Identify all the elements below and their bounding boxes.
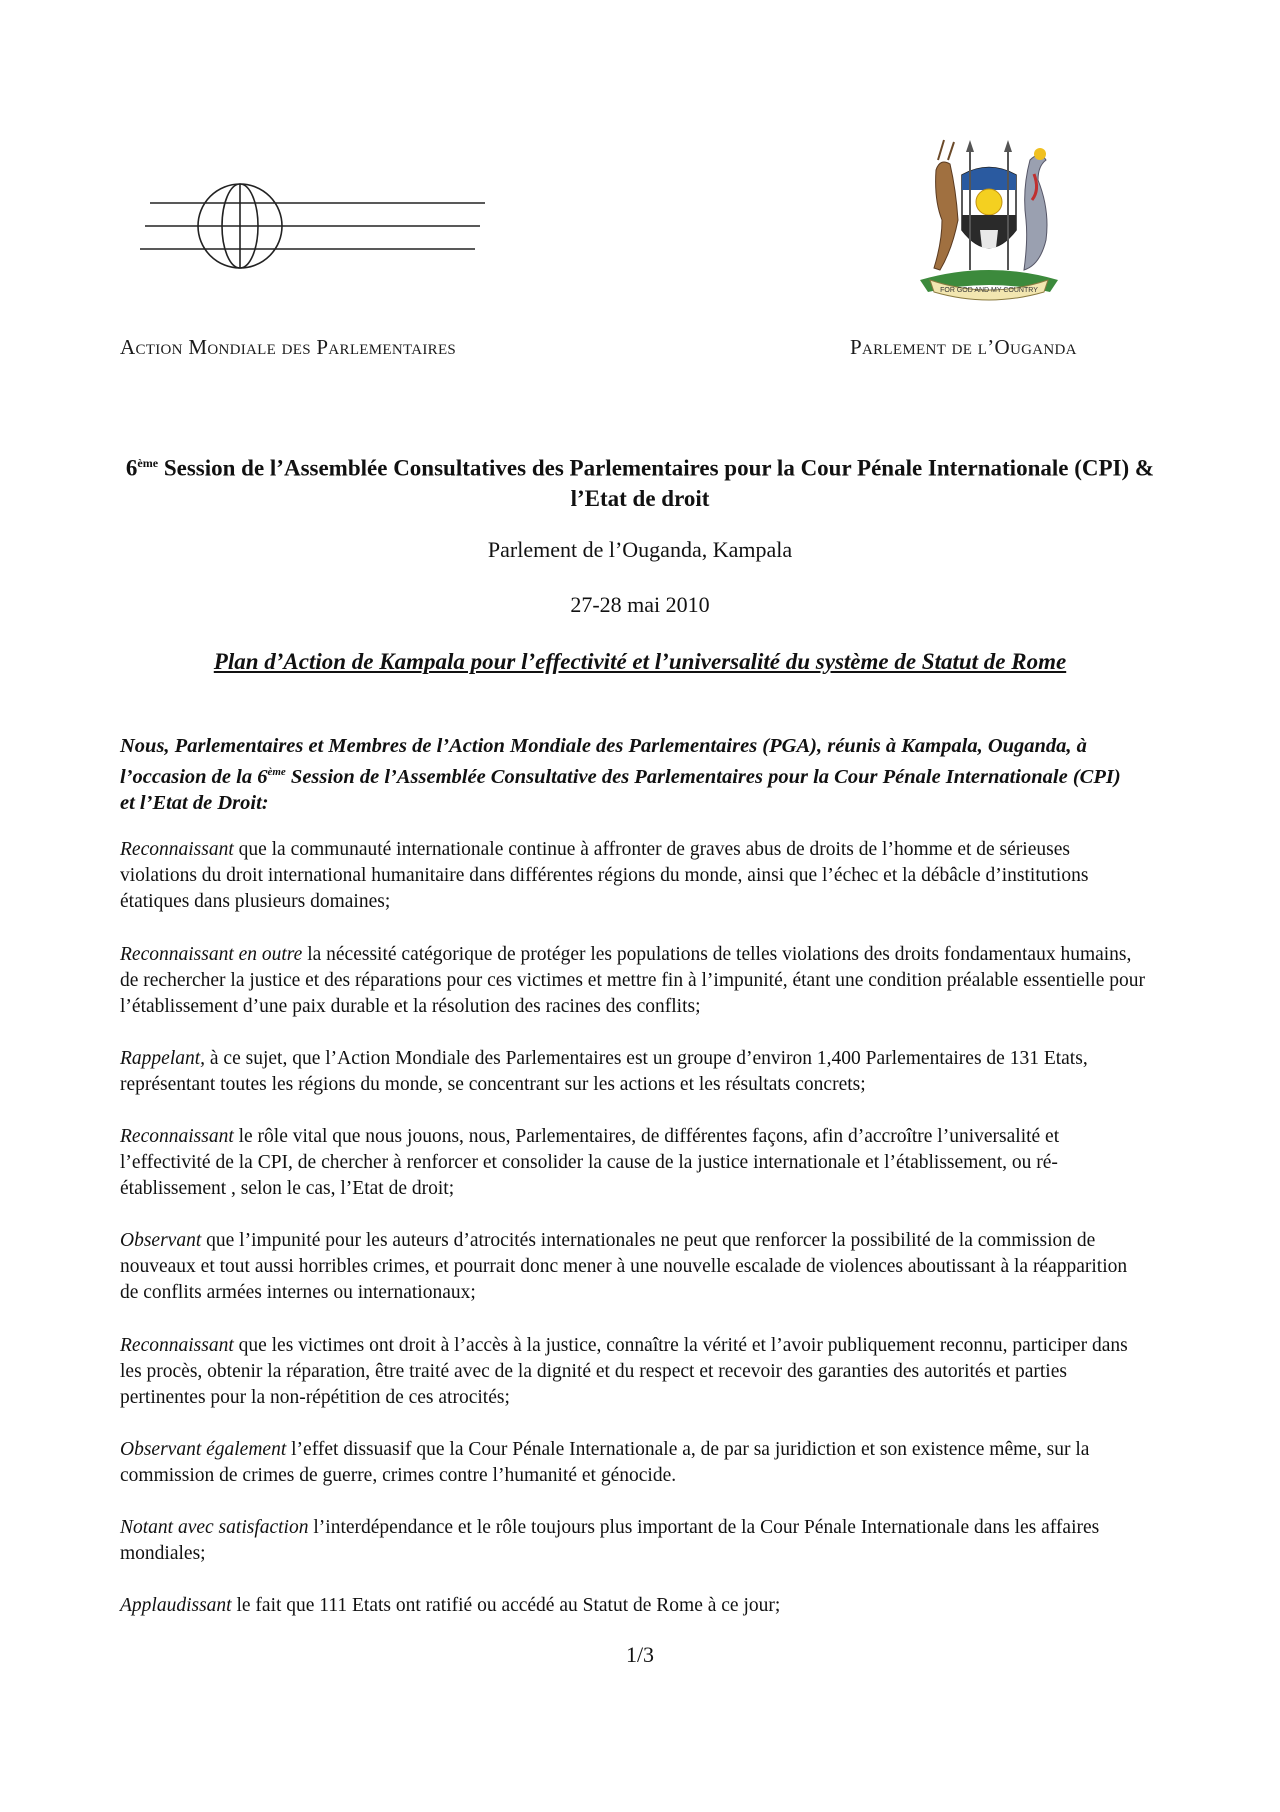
- paragraph-text: l’effet dissuasif que la Cour Pénale Internationale a, de par sa juridiction et son existence même, sur la commission de crimes de guerre, crimes contre l’humanité et génocide.: [120, 1439, 1090, 1486]
- page-number: 1/3: [625, 1642, 655, 1667]
- intro-part1: Nous, Parlementaires et Membres de l’Action Mondiale des Parlementaires (PGA), réunis à Kampala, Ouganda, à l’occasion de la 6: [120, 735, 1087, 788]
- intro-paragraph: [120, 733, 1140, 816]
- paragraph: [120, 1333, 1150, 1411]
- paragraph-lead: Notant avec satisfaction: [120, 1517, 309, 1538]
- paragraph-text: le fait que 111 Etats ont ratifié ou accédé au Statut de Rome à ce jour;: [231, 1595, 781, 1616]
- uganda-coat-of-arms: [900, 130, 1078, 308]
- paragraph-text: que les victimes ont droit à l’accès à la justice, connaître la vérité et l’avoir publiquement reconnu, participer dans les procès, obtenir la réparation, être traité avec de la dignité et du respect et recevoir des garanties des autorités et parties pertinentes pour la non-répétition de ces atrocités;: [120, 1335, 1128, 1408]
- venue: Parlement de l’Ouganda, Kampala: [487, 537, 793, 562]
- title-ordinal: 6: [125, 455, 138, 481]
- paragraph: [120, 837, 1150, 915]
- paragraph-lead: Reconnaissant: [120, 1126, 234, 1147]
- paragraph-lead: Reconnaissant: [120, 1335, 234, 1356]
- paragraph: [120, 942, 1150, 1020]
- paragraph-text: que l’impunité pour les auteurs d’atrocités internationales ne peut que renforcer la possibilité de la commission de nouveaux et tout aussi horribles crimes, et pourrait donc mener à une nouvelle escalade de violences aboutissant à la réapparition de conflits armées internes ou internationaux;: [120, 1230, 1128, 1303]
- plan-title: Plan d’Action de Kampala pour l’effectivité et l’universalité du système de Statut de Rome: [213, 649, 1067, 674]
- title-ordinal-sup: ème: [137, 456, 159, 470]
- paragraph: [120, 1515, 1150, 1567]
- paragraph: [120, 1593, 1150, 1619]
- pga-globe-logo: [140, 168, 490, 278]
- intro-sup: ème: [267, 766, 286, 778]
- paragraph-lead: Reconnaissant en outre: [120, 944, 303, 965]
- paragraph-lead: Applaudissant: [120, 1595, 232, 1616]
- coat-motto: FOR GOD AND MY COUNTRY: [940, 287, 1038, 294]
- paragraph-lead: Rappelant,: [120, 1048, 206, 1069]
- date: 27-28 mai 2010: [570, 592, 710, 617]
- paragraph-text: le rôle vital que nous jouons, nous, Parlementaires, de différentes façons, afin d’accroître l’universalité et l’effectivité de la CPI, de chercher à renforcer et consolider la cause de la justice internationale et l’établissement, ou ré-établissement , selon le cas, l’Etat de droit;: [120, 1126, 1060, 1199]
- org-left: Action Mondiale des Parlementaires: [120, 335, 457, 359]
- intro-part2: Session de l’Assemblée Consultative des Parlementaires pour la Cour Pénale Internationale (CPI) et l’Etat de Droit:: [120, 765, 1121, 814]
- paragraph: [120, 1228, 1150, 1306]
- paragraph-lead: Observant: [120, 1230, 202, 1251]
- paragraph-text: la nécessité catégorique de protéger les populations de telles violations des droits fondamentaux humains, de rechercher la justice et des réparations pour ces victimes et mettre fin à l’impunité, étant une condition préalable essentielle pour l’établissement d’une paix durable et la résolution des racines des conflits;: [120, 944, 1145, 1017]
- org-right: Parlement de l’Ouganda: [850, 335, 1077, 359]
- paragraph: [120, 1046, 1150, 1098]
- title-text: Session de l’Assemblée Consultatives des Parlementaires pour la Cour Pénale Internationale (CPI) & l’Etat de droit: [158, 455, 1155, 511]
- paragraph: [120, 1124, 1150, 1202]
- paragraph-lead: Reconnaissant: [120, 839, 234, 860]
- paragraph-text: à ce sujet, que l’Action Mondiale des Parlementaires est un groupe d’environ 1,400 Parlementaires de 131 Etats, représentant toutes les régions du monde, se concentrant sur les actions et les résultats concrets;: [120, 1048, 1088, 1095]
- paragraph-text: que la communauté internationale continue à affronter de graves abus de droits de l’homme et de sérieuses violations du droit international humanitaire dans différentes régions du monde, ainsi que l’échec et la débâcle d’institutions étatiques dans plusieurs domaines;: [120, 839, 1089, 912]
- paragraph-text: l’interdépendance et le rôle toujours plus important de la Cour Pénale Internationale dans les affaires mondiales;: [120, 1517, 1100, 1564]
- document-title: [110, 448, 1170, 514]
- paragraph: [120, 1437, 1150, 1489]
- paragraph-lead: Observant également: [120, 1439, 287, 1460]
